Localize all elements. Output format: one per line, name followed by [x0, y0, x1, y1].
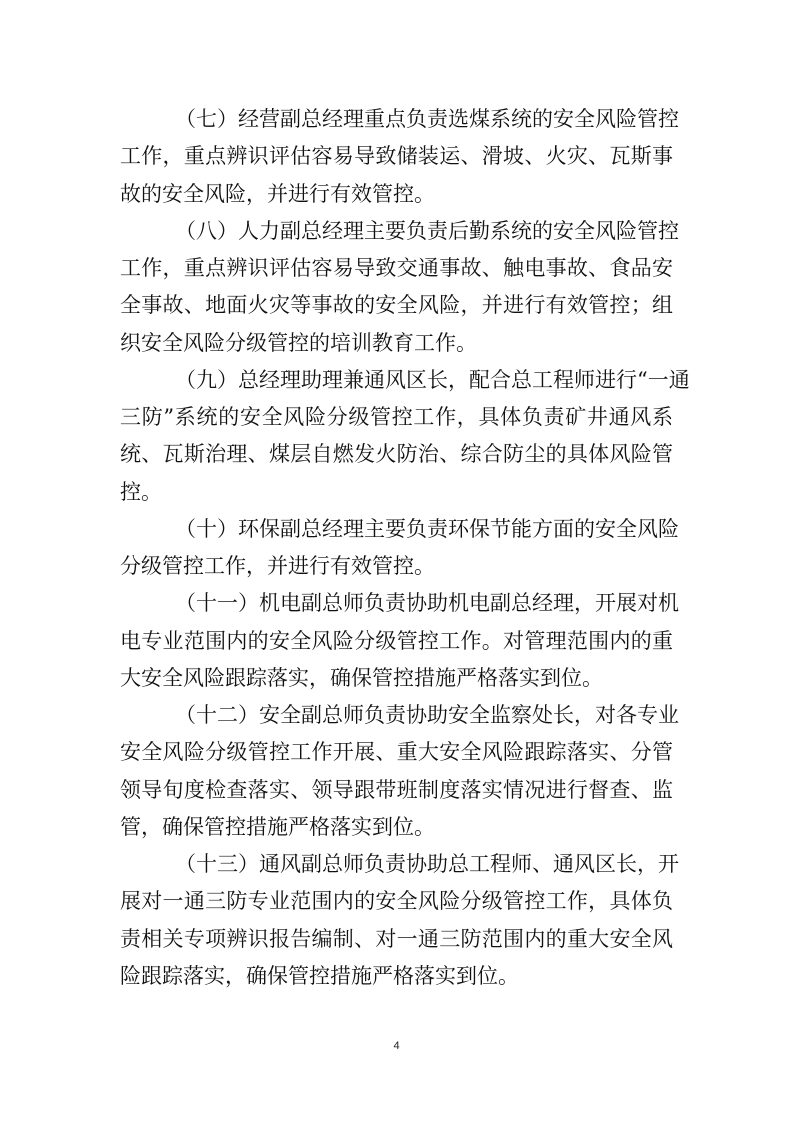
- text-line: 全事故、地面火灾等事故的安全风险，并进行有效管控；组: [120, 293, 673, 318]
- text-line: 大安全风险跟踪落实，确保管控措施严格落实到位。: [120, 665, 603, 690]
- text-line: （十）环保副总经理主要负责环保节能方面的安全风险: [175, 516, 679, 541]
- text-line: （八）人力副总经理主要负责后勤系统的安全风险管控: [175, 218, 679, 243]
- text-line: 展对一通三防专业范围内的安全风险分级管控工作，具体负: [120, 889, 673, 914]
- paragraph: [120, 511, 679, 586]
- paragraph: [120, 697, 679, 846]
- text-line: 分级管控工作，并进行有效管控。: [120, 554, 435, 578]
- text-line: 管，确保管控措施严格落实到位。: [120, 814, 435, 839]
- paragraph: [120, 846, 679, 995]
- paragraph: [120, 362, 690, 511]
- text-line: （十一）机电副总师负责协助机电副总经理，开展对机: [175, 591, 679, 616]
- text-line: 织安全风险分级管控的培训教育工作。: [120, 330, 477, 355]
- text-line: 控。: [120, 479, 162, 504]
- paragraph: [120, 101, 679, 213]
- text-line: 责相关专项辨识报告编制、对一通三防范围内的重大安全风: [120, 926, 673, 951]
- text-line: 工作，重点辨识评估容易导致交通事故、触电事故、食品安: [120, 256, 673, 280]
- text-line: 工作，重点辨识评估容易导致储装运、滑坡、火灾、瓦斯事: [120, 144, 673, 169]
- text-line: （九）总经理助理兼通风区长，配合总工程师进行“一通: [175, 367, 690, 392]
- document-body: [120, 101, 690, 995]
- text-line: 统、瓦斯治理、煤层自燃发火防治、综合防尘的具体风险管: [120, 442, 673, 467]
- paragraph: [120, 585, 679, 697]
- text-line: 安全风险分级管控工作开展、重大安全风险跟踪落实、分管: [120, 740, 673, 765]
- text-line: （十二）安全副总师负责协助安全监察处长，对各专业: [175, 703, 679, 727]
- text-line: 领导旬度检查落实、领导跟带班制度落实情况进行督查、监: [120, 777, 673, 802]
- text-line: （七）经营副总经理重点负责选煤系统的安全风险管控: [175, 107, 679, 131]
- text-line: 险跟踪落实，确保管控措施严格落实到位。: [120, 963, 519, 988]
- text-line: 电专业范围内的安全风险分级管控工作。对管理范围内的重: [120, 628, 673, 653]
- text-line: 故的安全风险，并进行有效管控。: [120, 181, 435, 206]
- page-number: 4: [393, 1040, 400, 1052]
- paragraph: [120, 213, 679, 362]
- text-line: 三防”系统的安全风险分级管控工作，具体负责矿井通风系: [120, 405, 673, 429]
- text-line: （十三）通风副总师负责协助总工程师、通风区长，开: [175, 852, 679, 876]
